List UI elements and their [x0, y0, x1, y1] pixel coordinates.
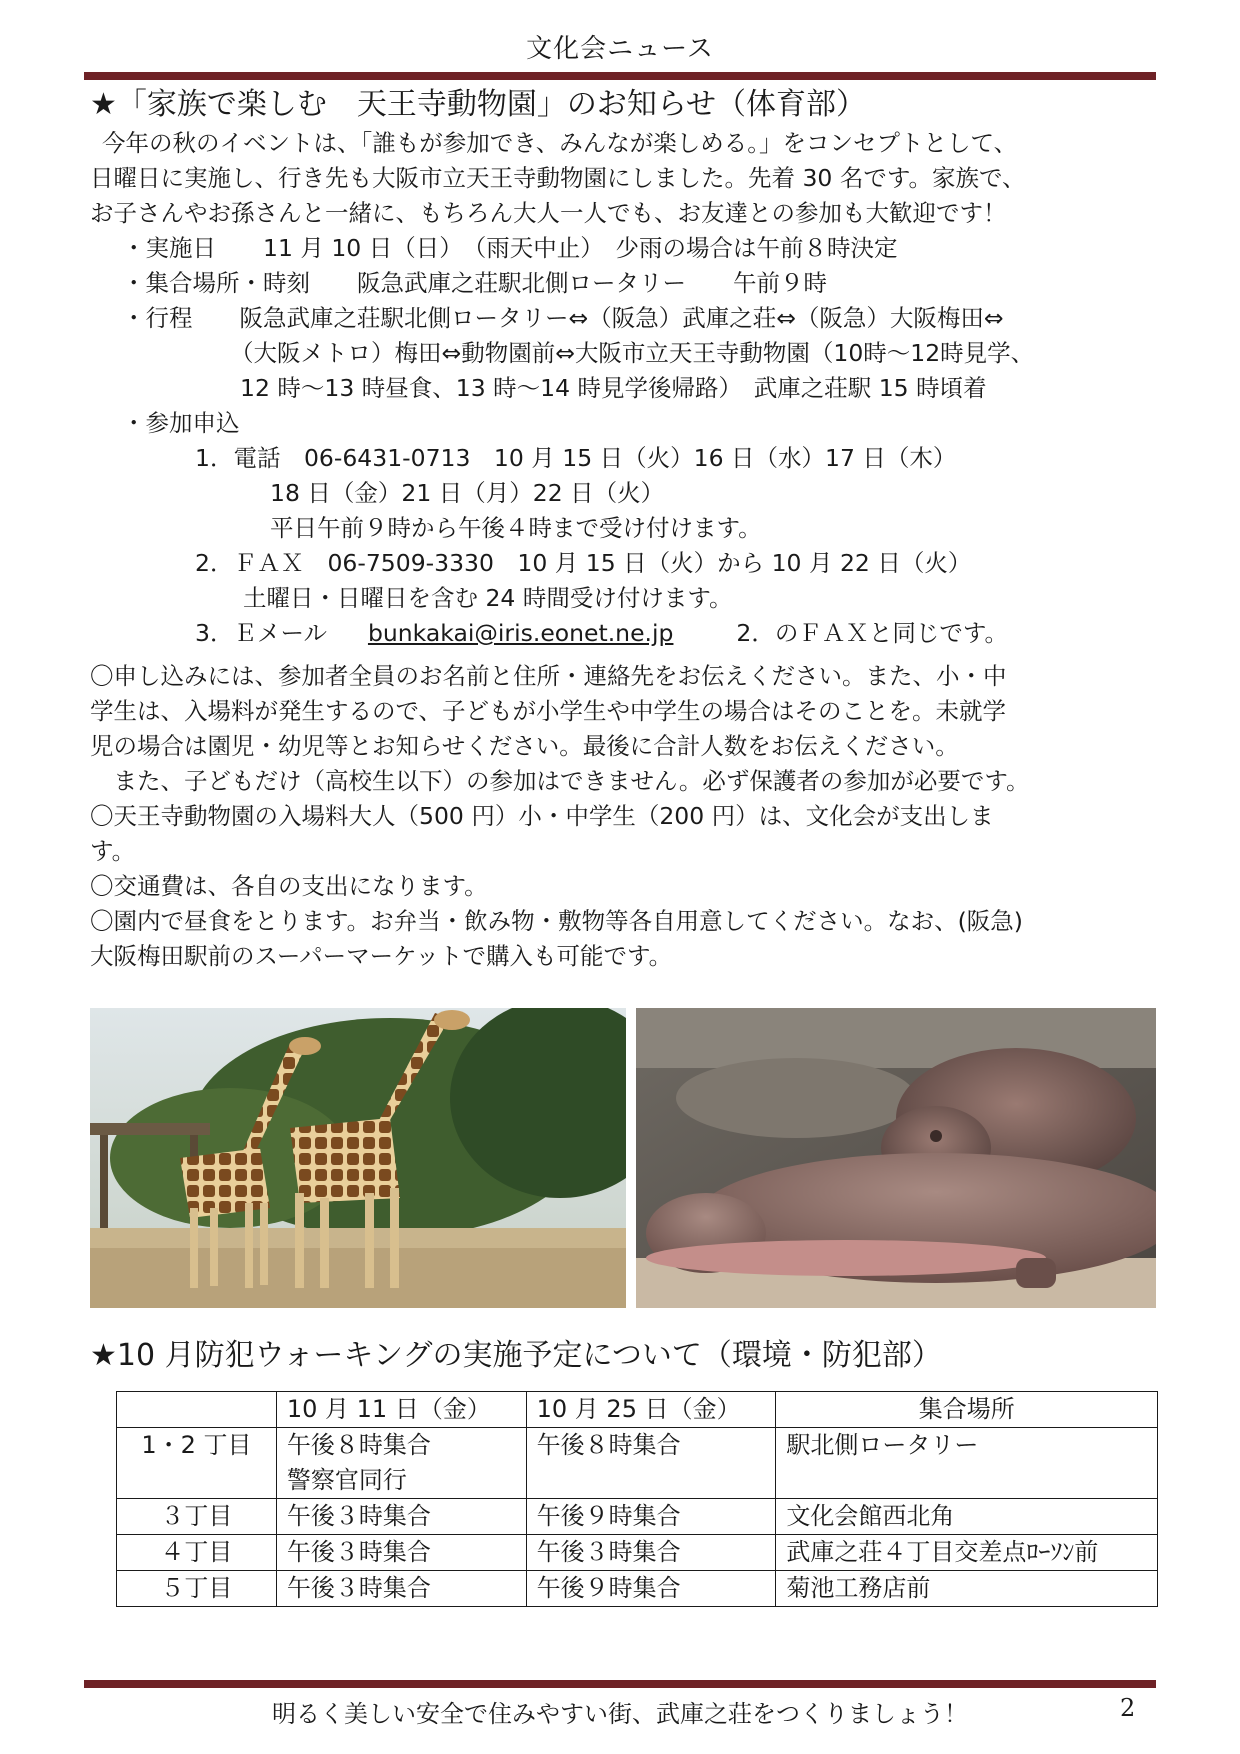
phone-line-3: 平日午前９時から午後４時まで受け付けます。 — [270, 514, 762, 542]
email-link[interactable]: bunkakai@iris.eonet.ne.jp — [367, 619, 674, 647]
table-cell: 午後３時集合 — [276, 1499, 526, 1535]
note-line: す。 — [90, 837, 136, 865]
note-line: 〇天王寺動物園の入場料大人（500 円）小・中学生（200 円）は、文化会が支出しま — [90, 802, 994, 830]
table-row — [117, 1499, 1158, 1535]
table-cell-line: 午後８時集合 — [286, 1431, 431, 1459]
hippo-photo — [636, 1008, 1156, 1308]
photo-row — [90, 1008, 1156, 1308]
table-cell: 午後９時集合 — [526, 1571, 776, 1607]
fax-line-1: 2．ＦＡＸ 06-7509-3330 10 月 15 日（火）から 10 月 22 日（火） — [195, 549, 972, 577]
table-cell: 文化会館西北角 — [776, 1499, 1158, 1535]
note-line: また、子どもだけ（高校生以下）の参加はできません。必ず保護者の参加が必要です。 — [90, 767, 1030, 795]
table-cell: 1・2 丁目 — [117, 1428, 277, 1499]
note-line: 〇園内で昼食をとります。お弁当・飲み物・敷物等各自用意してください。なお、(阪急) — [90, 907, 1023, 935]
table-cell: 菊池工務店前 — [776, 1571, 1158, 1607]
phone-line-1: 1．電話 06-6431-0713 10 月 15 日（火）16 日（水）17 日（木） — [195, 444, 957, 472]
table-cell: ５丁目 — [117, 1571, 277, 1607]
note-line: 〇申し込みには、参加者全員のお名前と住所・連絡先をお伝えください。また、小・中 — [90, 662, 1007, 690]
table-cell: 午後３時集合 — [276, 1571, 526, 1607]
fax-line-2: 土曜日・日曜日を含む 24 時間受け付けます。 — [243, 584, 733, 612]
intro-line-2: 日曜日に実施し、行き先も大阪市立天王寺動物園にしました。先着 30 名です。家族で、 — [90, 164, 1026, 192]
note-line: 児の場合は園児・幼児等とお知らせください。最後に合計人数をお伝えください。 — [90, 732, 959, 760]
patrol-title: ★10 月防犯ウォーキングの実施予定について（環境・防犯部） — [90, 1338, 942, 1373]
patrol-section — [90, 1335, 1156, 1607]
table-cell: 午後３時集合 — [276, 1535, 526, 1571]
page-number: 2 — [1120, 1694, 1136, 1722]
table-row — [117, 1428, 1158, 1499]
note-line: 〇交通費は、各自の支出になります。 — [90, 872, 488, 900]
table-cell: 午後８時集合 — [526, 1428, 776, 1499]
giraffe-photo — [90, 1008, 626, 1308]
table-header-row — [117, 1392, 1158, 1428]
table-cell: 午後９時集合 — [526, 1499, 776, 1535]
table-cell: ３丁目 — [117, 1499, 277, 1535]
patrol-table — [116, 1391, 1158, 1607]
table-cell — [276, 1428, 526, 1499]
footer-rule — [84, 1680, 1156, 1688]
table-header-cell — [117, 1392, 277, 1428]
intro-line-1: 今年の秋のイベントは、「誰もが参加でき、みんなが楽しめる。」をコンセプトとして、 — [102, 129, 1018, 157]
apply-label: ・参加申込 — [122, 409, 240, 437]
table-cell: 駅北側ロータリー — [776, 1428, 1158, 1499]
table-header-cell: 集合場所 — [776, 1392, 1158, 1428]
newsletter-title: 文化会ニュース — [526, 34, 714, 64]
email-suffix: 2．のＦＡＸと同じです。 — [736, 619, 1008, 647]
email-prefix: 3．Ｅメール — [195, 619, 327, 647]
zoo-title: ★「家族で楽しむ 天王寺動物園」のお知らせ（体育部） — [90, 87, 866, 122]
route-line-2: （大阪メトロ）梅田⇔動物園前⇔大阪市立天王寺動物園（10時～12時見学、 — [230, 339, 1035, 367]
zoo-section — [90, 84, 1156, 974]
meeting-place: ・集合場所・時刻 阪急武庫之荘駅北側ロータリー 午前９時 — [122, 269, 827, 297]
table-cell: ４丁目 — [117, 1535, 277, 1571]
email-line — [90, 616, 1156, 651]
table-cell: 午後３時集合 — [526, 1535, 776, 1571]
note-line: 大阪梅田駅前のスーパーマーケットで購入も可能です。 — [90, 942, 673, 970]
table-cell: 武庫之荘４丁目交差点ﾛｰｿﾝ前 — [776, 1535, 1158, 1571]
intro-line-3: お子さんやお孫さんと一緒に、もちろん大人一人でも、お友達との参加も大歓迎です！ — [90, 199, 1007, 227]
footer-slogan: 明るく美しい安全で住みやすい街、武庫之荘をつくりましょう！ — [272, 1700, 968, 1728]
note-line: 学生は、入場料が発生するので、子どもが小学生や中学生の場合はそのことを。未就学 — [90, 697, 1007, 725]
route-line-1: ・行程 阪急武庫之荘駅北側ロータリー⇔（阪急）武庫之荘⇔（阪急）大阪梅田⇔ — [122, 304, 1004, 332]
table-cell-line: 警察官同行 — [286, 1466, 407, 1494]
event-date: ・実施日 11 月 10 日（日） （雨天中止） 少雨の場合は午前８時決定 — [122, 234, 898, 262]
table-header-cell: 10 月 25 日（金） — [526, 1392, 776, 1428]
route-line-3: 12 時～13 時昼食、13 時～14 時見学後帰路） 武庫之荘駅 15 時頃着 — [240, 374, 987, 402]
table-header-cell: 10 月 11 日（金） — [276, 1392, 526, 1428]
table-row — [117, 1535, 1158, 1571]
phone-line-2: 18 日（金）21 日（月）22 日（火） — [270, 479, 665, 507]
table-row — [117, 1571, 1158, 1607]
header-rule — [84, 72, 1156, 80]
